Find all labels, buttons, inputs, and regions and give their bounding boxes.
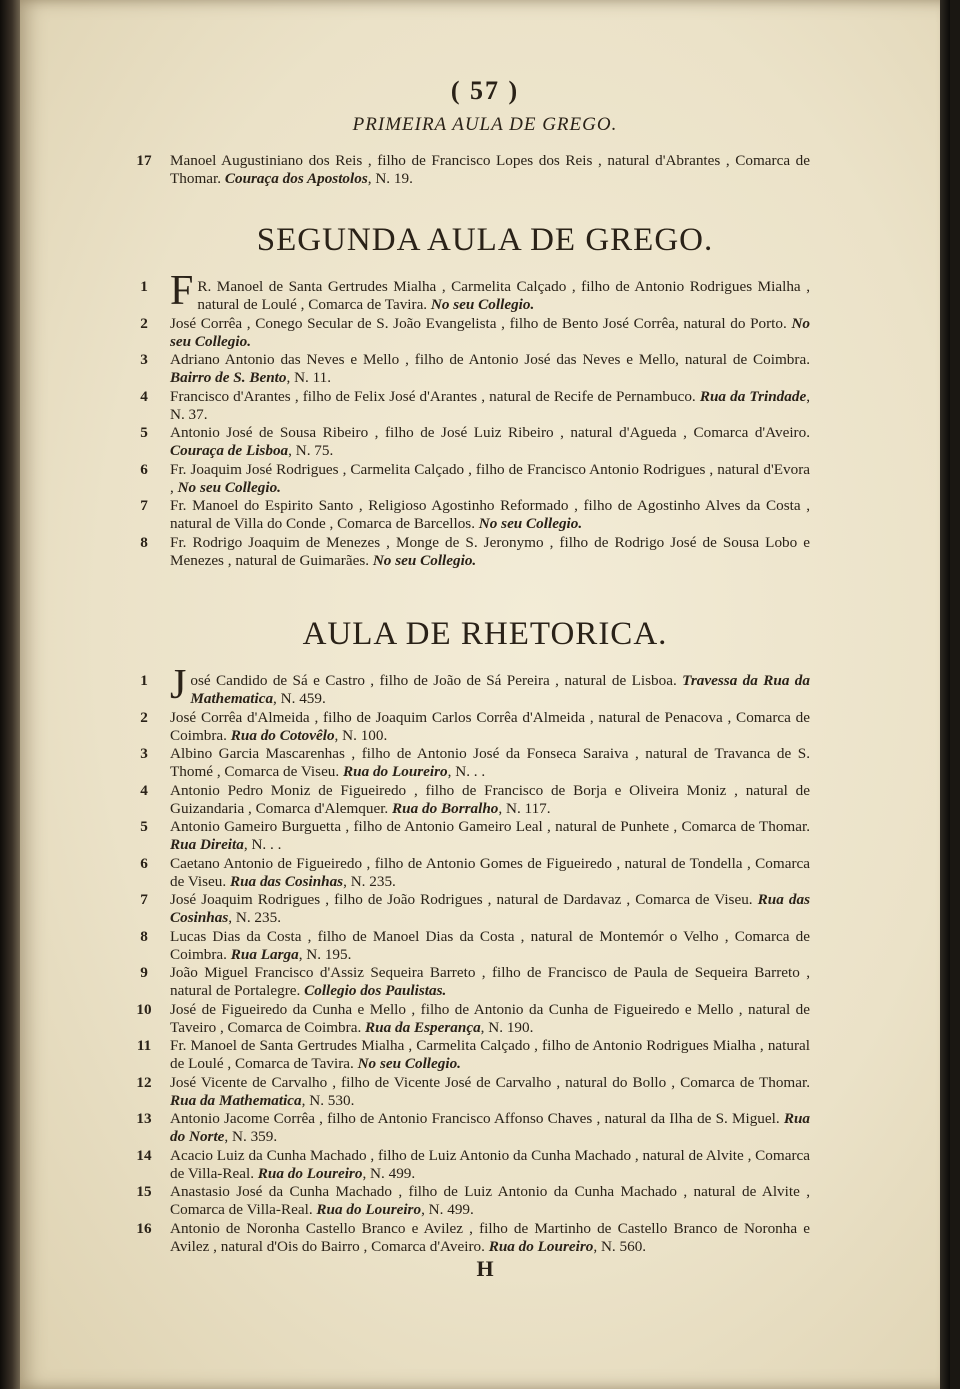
entry-text: [170, 891, 810, 927]
entry-number: 9: [140, 964, 148, 981]
entry-address: Rua Direita: [170, 836, 244, 853]
list-item: [140, 351, 810, 387]
entry-description: José Vicente de Carvalho , filho de Vicente José de Carvalho , natural do Bollo , Comarca de Thomar.: [170, 1073, 810, 1091]
entry-text: [170, 351, 810, 387]
entry-description: João Miguel Francisco d'Assiz Sequeira Barreto , filho de Francisco de Paula de Sequeira Barreto , natural de Portalegre.: [170, 964, 810, 999]
entry-number: 16: [136, 1219, 152, 1237]
entry-address: Rua da Trindade: [699, 387, 807, 405]
entry-description: José Corrêa d'Almeida , filho de Joaquim Carlos Corrêa d'Almeida , natural de Penacova , Comarca de Coimbra.: [170, 708, 810, 744]
entry-address: Couraça de Lisboa: [170, 442, 289, 459]
entry-description: Acacio Luiz da Cunha Machado , filho de Luiz Antonio da Cunha Machado , natural de Alvite , Comarca de Villa-Real.: [170, 1146, 810, 1182]
entry-address: Rua da Mathematica: [170, 1091, 302, 1109]
entry-description: José de Figueiredo da Cunha e Mello , filho de Antonio da Cunha de Figueiredo e Mello , natural de Taveiro , Comarca de Coimbra.: [170, 1000, 810, 1036]
entry-description: Anastasio José da Cunha Machado , filho de Luiz Antonio da Cunha Machado , natural de Alvite , Comarca de Villa-Real.: [170, 1183, 810, 1218]
entry-description: José Joaquim Rodrigues , filho de João Rodrigues , natural de Dardavaz , Comarca de Viseu.: [170, 891, 753, 908]
entry-description: Francisco d'Arantes , filho de Felix José d'Arantes , natural de Recife de Pernambuco.: [170, 387, 696, 405]
section3-entries: [136, 662, 811, 1256]
entry-house-number: , N. . .: [447, 763, 486, 780]
entry-text: [170, 1037, 810, 1073]
page-content: [20, 0, 950, 1389]
entry-number: 5: [140, 818, 148, 835]
entry-text: [170, 818, 810, 854]
entry-description: José Candido de Sá e Castro , filho de João de Sá Pereira , natural de Lisboa.: [170, 662, 677, 708]
list-item: [140, 424, 810, 460]
entry-address: Rua Larga: [230, 945, 299, 963]
entry-number: 4: [140, 781, 148, 799]
entry-address: Travessa da Rua da Mathematica: [190, 672, 810, 707]
entry-description: Albino Garcia Mascarenhas , filho de Antonio José da Fonseca Saraiva , natural de Travanca de S. Thomé , Comarca de Viseu.: [170, 745, 810, 780]
entry-number: 6: [140, 854, 148, 872]
entry-house-number: , N. 37.: [170, 387, 811, 423]
list-item: [136, 1037, 810, 1073]
entry-text: [170, 1220, 810, 1256]
list-item: [136, 1219, 810, 1256]
entry-description: Antonio Pedro Moniz de Figueiredo , filho de Francisco de Borja e Oliveira Moniz , natural de Guizandaria , Comarca d'Alemquer.: [170, 781, 810, 817]
entry-number: 8: [140, 533, 148, 551]
entry-number: 10: [136, 1000, 152, 1018]
entry-number: 3: [140, 745, 148, 762]
entry-text: [170, 855, 810, 891]
entry-description: Manoel Augustiniano dos Reis , filho de Francisco Lopes dos Reis , natural d'Abrantes , Comarca de Thomar.: [170, 152, 810, 187]
list-item: [136, 1183, 810, 1219]
list-item: [140, 662, 810, 708]
list-item: [140, 533, 810, 570]
list-item: [136, 1110, 810, 1146]
entry-description: Fr. Rodrigo Joaquim de Menezes , Monge de S. Jeronymo , filho de Rodrigo José de Sousa Lobo e Menezes , natural de Guimarães.: [170, 533, 810, 569]
entry-text: [170, 745, 810, 781]
entry-address: Rua da Esperança: [365, 1018, 481, 1036]
entry-description: Caetano Antonio de Figueiredo , filho de Antonio Gomes de Figueiredo , natural de Tondella , Comarca de Viseu.: [170, 854, 810, 890]
entry-number: 5: [140, 424, 148, 441]
list-item: [140, 781, 810, 818]
entry-description: Fr. Manoel de Santa Gertrudes Mialha , Carmelita Calçado , filho de Antonio Rodrigues Mialha , natural de Loulé , Comarca de Tavira.: [170, 1037, 810, 1072]
list-item: [136, 152, 810, 188]
entry-address: No seu Collegio.: [177, 478, 281, 496]
entry-address: Rua das Cosinhas: [229, 872, 344, 890]
list-item: [136, 1000, 810, 1037]
entry-house-number: , N. . .: [243, 836, 282, 853]
book-page: [20, 0, 950, 1389]
entry-house-number: , N. 499.: [362, 1164, 416, 1182]
entry-house-number: , N. 117.: [498, 799, 551, 817]
entry-house-number: , N. 190.: [480, 1018, 534, 1036]
entry-description: FR. Manoel de Santa Gertrudes Mialha , Carmelita Calçado , filho de Antonio Rodrigues Mialha , natural de Loulé , Comarca de Tavira.: [170, 268, 810, 314]
entry-text: [170, 928, 810, 964]
entry-house-number: , N. 195.: [298, 945, 352, 963]
entry-number: 14: [136, 1146, 152, 1164]
list-item: [140, 708, 810, 745]
entry-house-number: , N. 359.: [224, 1128, 278, 1145]
list-item: [140, 854, 810, 891]
entry-text: [170, 1074, 810, 1110]
first-list: [136, 152, 810, 189]
entry-text: [170, 1110, 810, 1146]
list-item: [136, 1146, 810, 1183]
entry-house-number: , N. 235.: [343, 872, 396, 890]
entry-house-number: , N. 560.: [593, 1237, 647, 1255]
list-item: [140, 314, 810, 351]
entry-text: [170, 461, 810, 497]
entry-address: Rua do Cotovêlo: [230, 726, 335, 744]
list-item: [140, 818, 810, 854]
list-item: [140, 745, 810, 781]
entry-number: 4: [140, 387, 148, 405]
entry-house-number: , N. 75.: [288, 442, 334, 459]
entry-address: Rua do Loureiro: [257, 1164, 363, 1182]
entry-number: 7: [140, 497, 148, 514]
entry-text: [170, 152, 810, 188]
entry-description: José Corrêa , Conego Secular de S. João Evangelista , filho de Bento José Corrêa, natural do Porto.: [170, 314, 787, 332]
entry-description: Antonio de Noronha Castello Branco e Avilez , filho de Martinho de Castello Branco de Noronha e Avilez , natural d'Ois do Bairro , Comarca d'Aveiro.: [170, 1219, 810, 1255]
entry-text: [170, 388, 810, 424]
book-binding-edge: [0, 0, 20, 1389]
entry-address: No seu Collegio.: [372, 551, 477, 569]
entry-text: [170, 534, 810, 570]
entry-number: 7: [140, 891, 148, 908]
running-head: PRIMEIRA AULA DE GREGO.: [352, 114, 618, 135]
entry-text: [170, 709, 810, 745]
list-item: [140, 268, 810, 314]
list-item: [140, 460, 810, 497]
section2-entries: [140, 268, 811, 570]
list-item: [140, 497, 810, 533]
entry-address: Couraça dos Apostolos: [224, 170, 368, 187]
entry-description: Antonio Gameiro Burguetta , filho de Antonio Gameiro Leal , natural de Punhete , Comarca de Thomar.: [170, 818, 810, 835]
entry-house-number: , N. 530.: [301, 1091, 355, 1109]
entry-number: 1: [140, 278, 148, 295]
entry-house-number: , N. 459.: [273, 690, 326, 707]
entry-address: No seu Collegio.: [170, 314, 810, 350]
entry-text: [170, 964, 810, 1000]
entry-text: [170, 1001, 810, 1037]
entry-text: [170, 662, 810, 708]
entry-description: Lucas Dias da Costa , filho de Manoel Dias da Costa , natural de Montemór o Velho , Comarca de Coimbra.: [170, 927, 810, 963]
entry-address: Rua do Loureiro: [316, 1201, 422, 1218]
entry-house-number: , N. 235.: [228, 909, 281, 926]
entry-number: 8: [140, 927, 148, 945]
entry-text: [170, 1147, 810, 1183]
entry-number: 17: [136, 152, 152, 169]
entry-address: Rua das Cosinhas: [170, 891, 811, 926]
entry-number: 11: [136, 1037, 152, 1054]
entry-description: Adriano Antonio das Neves e Mello , filho de Antonio José das Neves e Mello, natural de Coimbra.: [170, 351, 810, 368]
section-title-segunda-aula-de-grego: SEGUNDA AULA DE GREGO.: [256, 222, 714, 258]
entry-number: 2: [140, 708, 148, 726]
entry-house-number: , N. 100.: [334, 726, 388, 744]
entry-text: [170, 1183, 810, 1219]
entry-text: [170, 497, 810, 533]
signature-mark: H: [476, 1256, 494, 1281]
entry-description: Antonio Jacome Corrêa , filho de Antonio Francisco Affonso Chaves , natural da Ilha de S. Miguel.: [170, 1110, 780, 1127]
list-item: [140, 387, 811, 424]
entry-address: No seu Collegio.: [357, 1055, 461, 1072]
entry-address: Rua do Loureiro: [343, 763, 448, 780]
entry-address: No seu Collegio.: [430, 296, 535, 313]
entry-description: Fr. Joaquim José Rodrigues , Carmelita Calçado , filho de Francisco Antonio Rodrigues , natural d'Evora ,: [170, 460, 810, 496]
entry-address: Bairro de S. Bento: [170, 369, 287, 386]
entry-text: [170, 268, 810, 314]
entry-address: Rua do Borralho: [392, 799, 499, 817]
entry-number: 3: [140, 351, 148, 368]
list-item: [140, 927, 810, 964]
entry-address: Collegio dos Paulistas.: [304, 982, 447, 999]
list-item: [140, 891, 811, 927]
entry-house-number: , N. 19.: [367, 170, 413, 187]
entry-number: 6: [140, 460, 148, 478]
entry-address: No seu Collegio.: [478, 515, 583, 532]
entry-house-number: , N. 11.: [286, 369, 332, 386]
entry-description: Fr. Manoel do Espirito Santo , Religioso Agostinho Reformado , filho de Agostinho Alves da Costa , natural de Villa do Conde , Comarca de Barcellos.: [170, 497, 810, 532]
entry-number: 12: [136, 1073, 152, 1091]
entry-text: [170, 424, 810, 460]
entry-description: Antonio José de Sousa Ribeiro , filho de José Luiz Ribeiro , natural d'Agueda , Comarca d'Aveiro.: [170, 424, 810, 441]
entry-text: [170, 315, 810, 351]
entry-text: [170, 782, 810, 818]
section-title-aula-de-rhetorica: AULA DE RHETORICA.: [302, 616, 668, 652]
entry-address: Rua do Loureiro: [488, 1237, 594, 1255]
list-item: [140, 964, 810, 1000]
entry-house-number: , N. 499.: [421, 1201, 474, 1218]
list-item: [136, 1073, 810, 1110]
entry-number: 2: [140, 314, 148, 332]
entry-address: Rua do Norte: [170, 1110, 810, 1145]
entry-number: 1: [140, 672, 148, 689]
page-number: ( 57 ): [450, 76, 520, 105]
entry-number: 15: [136, 1183, 152, 1200]
entry-number: 13: [136, 1110, 152, 1127]
